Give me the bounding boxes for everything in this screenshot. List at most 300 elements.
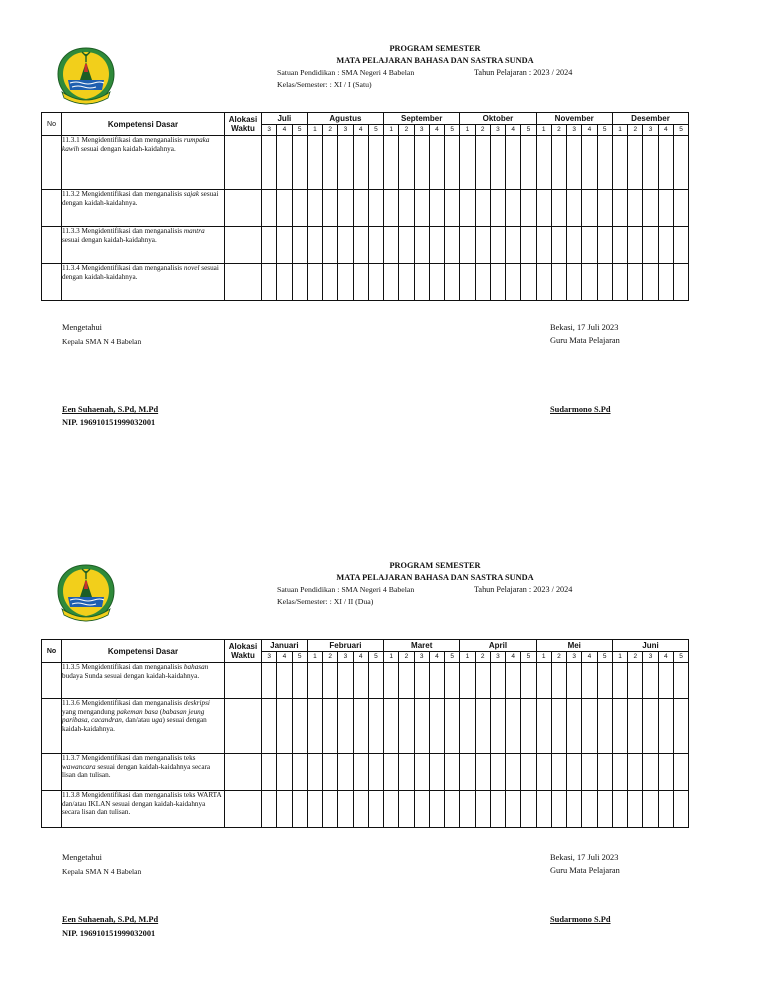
principal-nip: NIP. 196910151999032001 xyxy=(62,418,156,427)
week-number: 5 xyxy=(292,125,307,136)
row-number-cell xyxy=(42,136,62,190)
week-cell xyxy=(612,754,627,791)
week-cell xyxy=(399,791,414,828)
week-cell xyxy=(338,754,353,791)
week-number: 4 xyxy=(429,125,444,136)
table-row xyxy=(42,791,689,828)
week-cell xyxy=(429,136,444,190)
week-number: 1 xyxy=(307,652,322,663)
week-cell xyxy=(597,227,612,264)
week-number: 5 xyxy=(368,652,383,663)
week-cell xyxy=(551,190,566,227)
competency-text: 11.3.6 Mengidentifikasi dan menganalisis deskripsi yang mengandung pakeman basa (babasan jeung paribasa, cacandran, dan/atau uga) sesuai dengan kaidah-kaidahnya. xyxy=(62,699,225,754)
month-header-row xyxy=(42,640,689,652)
week-cell xyxy=(292,699,307,754)
week-number: 1 xyxy=(460,652,475,663)
week-cell xyxy=(338,136,353,190)
week-cell xyxy=(628,699,643,754)
week-cell xyxy=(262,663,277,699)
week-number: 3 xyxy=(567,125,582,136)
week-cell xyxy=(506,791,521,828)
week-cell xyxy=(521,663,536,699)
week-cell xyxy=(628,264,643,301)
week-cell xyxy=(445,663,460,699)
week-number: 1 xyxy=(612,652,627,663)
week-cell xyxy=(368,699,383,754)
time-allocation-cell xyxy=(225,190,262,227)
week-cell xyxy=(506,699,521,754)
week-cell xyxy=(292,791,307,828)
week-cell xyxy=(399,754,414,791)
week-cell xyxy=(582,264,597,301)
week-cell xyxy=(643,136,658,190)
week-cell xyxy=(475,227,490,264)
table-row xyxy=(42,754,689,791)
week-number: 4 xyxy=(429,652,444,663)
week-number: 4 xyxy=(582,652,597,663)
week-cell xyxy=(445,264,460,301)
week-number: 3 xyxy=(643,652,658,663)
row-number-cell xyxy=(42,754,62,791)
week-cell xyxy=(384,190,399,227)
week-cell xyxy=(338,699,353,754)
week-cell xyxy=(643,663,658,699)
week-number: 5 xyxy=(673,652,688,663)
week-cell xyxy=(323,754,338,791)
academic-year: Tahun Pelajaran : 2023 / 2024 xyxy=(474,68,573,77)
week-number: 5 xyxy=(292,652,307,663)
row-number-cell xyxy=(42,699,62,754)
week-cell xyxy=(612,699,627,754)
week-cell xyxy=(506,190,521,227)
week-number: 2 xyxy=(628,652,643,663)
month-header: Februari xyxy=(307,640,383,652)
month-header: September xyxy=(384,113,460,125)
principal-role: Kepala SMA N 4 Babelan xyxy=(62,337,142,346)
week-cell xyxy=(399,136,414,190)
week-cell xyxy=(673,699,688,754)
time-allocation-cell xyxy=(225,754,262,791)
week-cell xyxy=(567,699,582,754)
week-cell xyxy=(445,227,460,264)
week-cell xyxy=(353,190,368,227)
week-cell xyxy=(475,136,490,190)
week-cell xyxy=(368,791,383,828)
time-allocation-cell xyxy=(225,791,262,828)
month-header: Januari xyxy=(262,640,308,652)
week-cell xyxy=(658,190,673,227)
table-row xyxy=(42,136,689,190)
week-cell xyxy=(429,754,444,791)
week-cell xyxy=(353,754,368,791)
place-date: Bekasi, 17 Juli 2023 xyxy=(550,323,619,332)
week-number: 1 xyxy=(536,652,551,663)
week-cell xyxy=(384,754,399,791)
teacher-name: Sudarmono S.Pd xyxy=(550,405,611,414)
row-number-cell xyxy=(42,264,62,301)
acknowledged-label: Mengetahui xyxy=(62,323,103,332)
week-cell xyxy=(551,227,566,264)
week-cell xyxy=(384,227,399,264)
week-cell xyxy=(551,791,566,828)
week-cell xyxy=(323,136,338,190)
week-cell xyxy=(262,136,277,190)
week-cell xyxy=(490,227,505,264)
week-number: 4 xyxy=(353,125,368,136)
week-cell xyxy=(506,227,521,264)
table-row xyxy=(42,227,689,264)
competency-text: 11.3.3 Mengidentifikasi dan menganalisis mantra sesuai dengan kaidah-kaidahnya. xyxy=(62,227,225,264)
week-cell xyxy=(414,663,429,699)
week-cell xyxy=(582,227,597,264)
week-number: 2 xyxy=(475,125,490,136)
week-cell xyxy=(292,264,307,301)
week-cell xyxy=(490,136,505,190)
week-number: 5 xyxy=(445,652,460,663)
week-cell xyxy=(475,663,490,699)
month-header: November xyxy=(536,113,612,125)
week-cell xyxy=(262,264,277,301)
teacher-role: Guru Mata Pelajaran xyxy=(550,336,620,345)
week-cell xyxy=(628,791,643,828)
week-cell xyxy=(460,663,475,699)
doc-subtitle: MATA PELAJARAN BAHASA DAN SASTRA SUNDA xyxy=(336,573,534,582)
week-cell xyxy=(292,190,307,227)
month-header: Desember xyxy=(612,113,688,125)
competency-text: 11.3.5 Mengidentifikasi dan menganalisis bahasan budaya Sunda sesuai dengan kaidah-kaidahnya. xyxy=(62,663,225,699)
competency-text: 11.3.8 Mengidentifikasi dan menganalisis teks WARTA dan/atau IKLAN sesuai dengan kaidah-kaidahnya secara lisan dan tulisan. xyxy=(62,791,225,828)
week-cell xyxy=(338,663,353,699)
week-cell xyxy=(414,264,429,301)
time-allocation-cell xyxy=(225,663,262,699)
teacher-role: Guru Mata Pelajaran xyxy=(550,866,620,875)
month-header-row xyxy=(42,113,689,125)
week-cell xyxy=(414,699,429,754)
week-number: 3 xyxy=(338,125,353,136)
month-header: Oktober xyxy=(460,113,536,125)
week-number: 3 xyxy=(262,125,277,136)
week-cell xyxy=(414,190,429,227)
week-cell xyxy=(338,190,353,227)
week-cell xyxy=(399,663,414,699)
week-cell xyxy=(429,264,444,301)
school-info: Satuan Pendidikan : SMA Negeri 4 Babelan xyxy=(277,585,415,594)
week-cell xyxy=(490,264,505,301)
week-cell xyxy=(658,791,673,828)
principal-name: Een Suhaenah, S.Pd, M.Pd xyxy=(62,915,159,924)
week-cell xyxy=(582,663,597,699)
week-cell xyxy=(551,264,566,301)
week-number: 4 xyxy=(277,652,292,663)
row-number-cell xyxy=(42,190,62,227)
alokasi-header: Alokasi Waktu xyxy=(225,640,262,663)
week-number: 5 xyxy=(521,125,536,136)
kd-header: Kompetensi Dasar xyxy=(62,640,225,663)
month-header: April xyxy=(460,640,536,652)
doc-title: PROGRAM SEMESTER xyxy=(389,44,481,53)
week-cell xyxy=(262,699,277,754)
week-cell xyxy=(277,699,292,754)
table-row xyxy=(42,699,689,754)
week-cell xyxy=(506,264,521,301)
week-cell xyxy=(384,264,399,301)
principal-name: Een Suhaenah, S.Pd, M.Pd xyxy=(62,405,159,414)
week-cell xyxy=(323,227,338,264)
week-number: 2 xyxy=(551,652,566,663)
time-allocation-cell xyxy=(225,136,262,190)
schedule-table xyxy=(41,639,689,828)
week-cell xyxy=(582,136,597,190)
week-cell xyxy=(475,699,490,754)
week-cell xyxy=(307,227,322,264)
week-cell xyxy=(384,699,399,754)
week-cell xyxy=(506,136,521,190)
week-cell xyxy=(658,699,673,754)
week-number: 5 xyxy=(445,125,460,136)
week-cell xyxy=(399,699,414,754)
week-cell xyxy=(475,190,490,227)
week-number: 3 xyxy=(567,652,582,663)
week-cell xyxy=(368,663,383,699)
table-row xyxy=(42,663,689,699)
week-number: 5 xyxy=(521,652,536,663)
week-cell xyxy=(628,754,643,791)
week-number: 1 xyxy=(612,125,627,136)
table-row xyxy=(42,264,689,301)
week-cell xyxy=(307,699,322,754)
week-number: 4 xyxy=(277,125,292,136)
week-cell xyxy=(384,791,399,828)
month-header: Juni xyxy=(612,640,688,652)
week-cell xyxy=(490,663,505,699)
week-cell xyxy=(612,227,627,264)
week-cell xyxy=(673,227,688,264)
week-cell xyxy=(460,136,475,190)
week-cell xyxy=(429,699,444,754)
week-number: 4 xyxy=(506,125,521,136)
week-cell xyxy=(506,754,521,791)
week-cell xyxy=(445,791,460,828)
row-number-cell xyxy=(42,791,62,828)
week-cell xyxy=(567,190,582,227)
week-cell xyxy=(368,264,383,301)
week-cell xyxy=(582,699,597,754)
week-cell xyxy=(353,791,368,828)
week-number: 2 xyxy=(475,652,490,663)
week-cell xyxy=(582,190,597,227)
week-cell xyxy=(673,264,688,301)
week-cell xyxy=(292,227,307,264)
week-cell xyxy=(429,190,444,227)
week-cell xyxy=(490,699,505,754)
week-cell xyxy=(368,190,383,227)
week-cell xyxy=(445,754,460,791)
week-cell xyxy=(277,227,292,264)
week-cell xyxy=(628,136,643,190)
week-cell xyxy=(323,190,338,227)
week-cell xyxy=(567,136,582,190)
week-cell xyxy=(277,190,292,227)
week-cell xyxy=(460,791,475,828)
week-cell xyxy=(643,264,658,301)
week-cell xyxy=(323,699,338,754)
week-cell xyxy=(399,190,414,227)
week-cell xyxy=(399,264,414,301)
week-number: 4 xyxy=(353,652,368,663)
week-cell xyxy=(628,190,643,227)
week-cell xyxy=(612,190,627,227)
time-allocation-cell xyxy=(225,264,262,301)
week-number: 2 xyxy=(399,652,414,663)
week-number: 2 xyxy=(323,125,338,136)
week-cell xyxy=(536,754,551,791)
week-cell xyxy=(673,663,688,699)
week-cell xyxy=(323,663,338,699)
week-cell xyxy=(353,227,368,264)
week-cell xyxy=(567,754,582,791)
week-cell xyxy=(262,791,277,828)
no-header: No xyxy=(42,640,62,663)
week-cell xyxy=(567,663,582,699)
week-number: 1 xyxy=(307,125,322,136)
week-cell xyxy=(368,227,383,264)
week-cell xyxy=(353,663,368,699)
week-number: 4 xyxy=(582,125,597,136)
row-number-cell xyxy=(42,227,62,264)
week-cell xyxy=(460,754,475,791)
week-cell xyxy=(429,663,444,699)
week-number: 5 xyxy=(597,125,612,136)
week-cell xyxy=(582,754,597,791)
week-cell xyxy=(597,754,612,791)
week-cell xyxy=(292,663,307,699)
class-semester: Kelas/Semester: : XI / I (Satu) xyxy=(277,80,372,89)
week-number: 5 xyxy=(597,652,612,663)
week-cell xyxy=(460,699,475,754)
competency-text: 11.3.2 Mengidentifikasi dan menganalisis sajak sesuai dengan kaidah-kaidahnya. xyxy=(62,190,225,227)
acknowledged-label: Mengetahui xyxy=(62,853,103,862)
week-number: 3 xyxy=(643,125,658,136)
week-number: 2 xyxy=(551,125,566,136)
west-java-emblem-icon xyxy=(54,563,118,623)
week-number: 4 xyxy=(658,652,673,663)
week-number: 3 xyxy=(262,652,277,663)
week-cell xyxy=(658,227,673,264)
week-cell xyxy=(307,136,322,190)
week-cell xyxy=(658,136,673,190)
week-cell xyxy=(628,227,643,264)
time-allocation-cell xyxy=(225,699,262,754)
west-java-emblem-icon xyxy=(54,46,118,106)
week-cell xyxy=(490,754,505,791)
week-number: 2 xyxy=(323,652,338,663)
week-number: 3 xyxy=(490,125,505,136)
week-cell xyxy=(597,136,612,190)
week-cell xyxy=(597,791,612,828)
week-cell xyxy=(612,791,627,828)
week-number: 1 xyxy=(536,125,551,136)
week-cell xyxy=(536,227,551,264)
week-cell xyxy=(567,227,582,264)
principal-role: Kepala SMA N 4 Babelan xyxy=(62,867,142,876)
week-cell xyxy=(567,264,582,301)
week-cell xyxy=(551,754,566,791)
month-header: Mei xyxy=(536,640,612,652)
week-cell xyxy=(429,227,444,264)
week-cell xyxy=(521,190,536,227)
week-cell xyxy=(673,190,688,227)
week-cell xyxy=(597,699,612,754)
week-cell xyxy=(597,663,612,699)
week-cell xyxy=(673,791,688,828)
week-number: 3 xyxy=(338,652,353,663)
month-header: Juli xyxy=(262,113,308,125)
principal-nip: NIP. 196910151999032001 xyxy=(62,929,156,938)
week-cell xyxy=(277,136,292,190)
week-cell xyxy=(277,754,292,791)
week-cell xyxy=(353,136,368,190)
week-cell xyxy=(475,754,490,791)
week-cell xyxy=(490,190,505,227)
alokasi-header: Alokasi Waktu xyxy=(225,113,262,136)
row-number-cell xyxy=(42,663,62,699)
week-cell xyxy=(292,136,307,190)
place-date: Bekasi, 17 Juli 2023 xyxy=(550,853,619,862)
week-cell xyxy=(307,264,322,301)
week-cell xyxy=(521,136,536,190)
week-cell xyxy=(368,754,383,791)
week-cell xyxy=(658,264,673,301)
class-semester: Kelas/Semester: : XI / II (Dua) xyxy=(277,597,374,606)
week-cell xyxy=(277,663,292,699)
week-cell xyxy=(262,190,277,227)
week-cell xyxy=(536,136,551,190)
week-cell xyxy=(673,754,688,791)
month-header: Agustus xyxy=(307,113,383,125)
week-cell xyxy=(338,227,353,264)
week-number: 1 xyxy=(384,125,399,136)
week-cell xyxy=(307,190,322,227)
week-number: 5 xyxy=(673,125,688,136)
week-number: 1 xyxy=(384,652,399,663)
week-cell xyxy=(643,791,658,828)
week-cell xyxy=(551,136,566,190)
week-cell xyxy=(536,791,551,828)
week-cell xyxy=(536,699,551,754)
week-cell xyxy=(612,663,627,699)
week-number: 5 xyxy=(368,125,383,136)
week-cell xyxy=(597,190,612,227)
week-cell xyxy=(643,227,658,264)
week-cell xyxy=(643,754,658,791)
week-cell xyxy=(262,754,277,791)
week-cell xyxy=(612,264,627,301)
week-cell xyxy=(338,264,353,301)
week-number: 2 xyxy=(399,125,414,136)
week-cell xyxy=(536,663,551,699)
week-cell xyxy=(582,791,597,828)
week-cell xyxy=(414,791,429,828)
week-cell xyxy=(658,754,673,791)
week-cell xyxy=(536,264,551,301)
week-cell xyxy=(445,136,460,190)
competency-text: 11.3.4 Mengidentifikasi dan menganalisis novel sesuai dengan kaidah-kaidahnya. xyxy=(62,264,225,301)
competency-text: 11.3.1 Mengidentifikasi dan menganalisis rumpaka kawih sesuai dengan kaidah-kaidahnya. xyxy=(62,136,225,190)
week-cell xyxy=(673,136,688,190)
week-cell xyxy=(460,227,475,264)
week-cell xyxy=(521,699,536,754)
week-cell xyxy=(368,136,383,190)
